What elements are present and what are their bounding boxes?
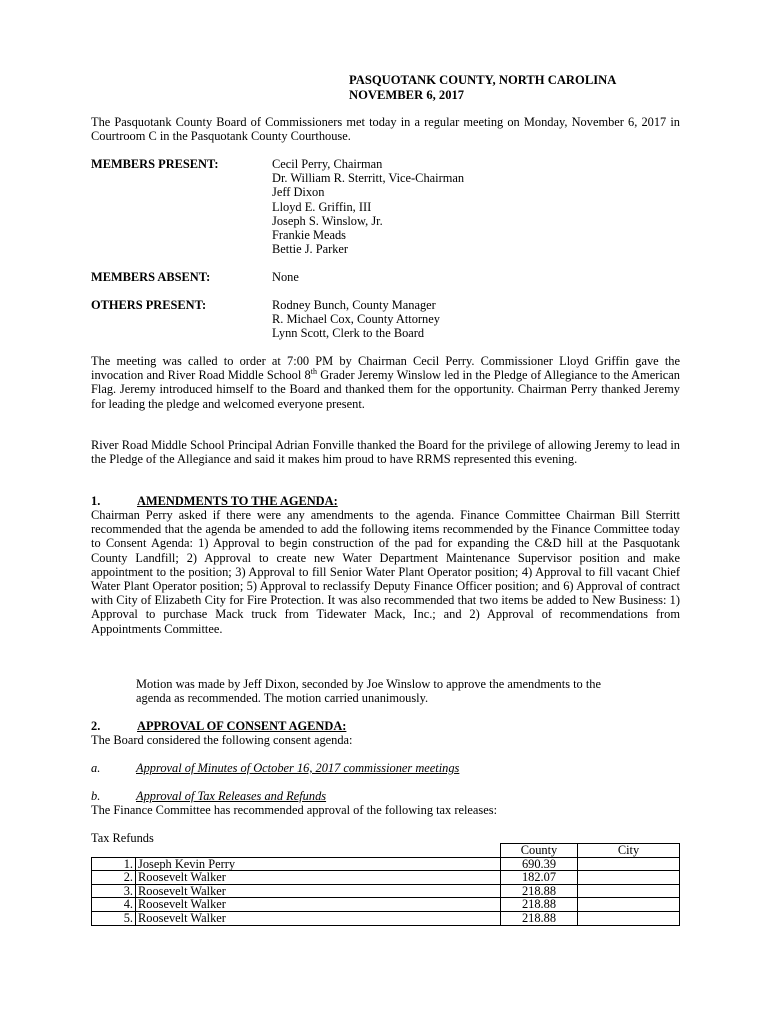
call-to-order-text-1: The meeting was called to order at 7:00 PM by Chairman Cecil Perry. Commissioner Lloyd Griffin gave the invocation and River Road Middle School 8 xyxy=(91,354,680,383)
list-item: Lynn Scott, Clerk to the Board xyxy=(272,326,425,341)
tax-refunds-caption: Tax Refunds xyxy=(91,831,154,845)
row-county-amount: 690.39 xyxy=(501,857,578,871)
header-county: PASQUOTANK COUNTY, NORTH CAROLINA xyxy=(349,73,617,87)
list-item: Joseph S. Winslow, Jr. xyxy=(272,213,383,228)
column-header-city: City xyxy=(578,844,680,858)
row-number: 2. xyxy=(92,871,136,885)
table-header-row xyxy=(92,844,680,858)
tax-refunds-table xyxy=(91,843,680,926)
section-1-body: Chairman Perry asked if there were any amendments to the agenda. Finance Committee Chairman Bill Sterritt recommended that the agenda be amended to add the following items recommended by the Finance Committee today to Consent Agenda: 1) Approval to begin construction of the pad for expanding the C&D hill at the Pasquotank County Landfill; 2) Approval to create new Water Department Maintenance Supervisor position and make appointment to the position; 3) Approval to fill Senior Water Plant Operator position; 4) Approval to fill vacant Chief Water Plant Operator position; 5) Approval to reclassify Deputy Finance Officer position; and 6) Approval of contract with City of Elizabeth City for Fire Protection. It was also recommended that two items be added to New Business: 1) Approval to purchase Mack truck from Tidewater Mack, Inc.; and 2) Approval of recommendations from Appointments Committee. xyxy=(91,508,680,636)
table-row xyxy=(92,871,680,885)
row-county-amount: 182.07 xyxy=(501,871,578,885)
row-county-amount: 218.88 xyxy=(501,898,578,912)
section-1-heading xyxy=(91,494,338,508)
table-row xyxy=(92,884,680,898)
row-city-amount xyxy=(578,911,680,925)
row-name: Roosevelt Walker xyxy=(136,884,501,898)
members-present-list xyxy=(272,157,464,256)
row-city-amount xyxy=(578,857,680,871)
section-number: 1. xyxy=(91,494,101,508)
ordinal-suffix: th xyxy=(310,367,317,377)
item-title: Approval of Tax Releases and Refunds xyxy=(136,789,327,803)
call-to-order-paragraph xyxy=(91,354,680,411)
consent-item-a xyxy=(91,761,459,775)
row-county-amount: 218.88 xyxy=(501,884,578,898)
document-header xyxy=(349,73,616,102)
header-date: NOVEMBER 6, 2017 xyxy=(349,87,465,102)
item-letter: b. xyxy=(91,789,101,803)
list-item: Rodney Bunch, County Manager xyxy=(272,298,436,312)
row-number: 1. xyxy=(92,857,136,871)
table-cell xyxy=(92,844,136,858)
row-city-amount xyxy=(578,898,680,912)
members-absent-label: MEMBERS ABSENT: xyxy=(91,270,211,284)
row-city-amount xyxy=(578,871,680,885)
item-letter: a. xyxy=(91,761,101,775)
item-b-body: The Finance Committee has recommended approval of the following tax releases: xyxy=(91,803,498,817)
list-item: Cecil Perry, Chairman xyxy=(272,157,383,171)
row-name: Roosevelt Walker xyxy=(136,898,501,912)
list-item: Lloyd E. Griffin, III xyxy=(272,199,372,214)
list-item: Jeff Dixon xyxy=(272,185,325,200)
list-item: Bettie J. Parker xyxy=(272,242,349,257)
section-2-body: The Board considered the following consent agenda: xyxy=(91,733,353,747)
others-present-list xyxy=(272,298,440,341)
members-absent-value: None xyxy=(272,270,299,284)
row-county-amount: 218.88 xyxy=(501,911,578,925)
column-header-county: County xyxy=(501,844,578,858)
table-row xyxy=(92,857,680,871)
section-2-heading xyxy=(91,719,346,733)
row-city-amount xyxy=(578,884,680,898)
table-row xyxy=(92,898,680,912)
section-number: 2. xyxy=(91,719,101,733)
row-number: 5. xyxy=(92,911,136,925)
list-item: Frankie Meads xyxy=(272,227,346,242)
row-name: Roosevelt Walker xyxy=(136,871,501,885)
members-present-label: MEMBERS PRESENT: xyxy=(91,157,219,171)
list-item: Dr. William R. Sterritt, Vice-Chairman xyxy=(272,171,465,186)
row-name: Joseph Kevin Perry xyxy=(136,857,501,871)
table-row xyxy=(92,911,680,925)
intro-paragraph: The Pasquotank County Board of Commissioners met today in a regular meeting on Monday, November 6, 2017 in Courtroom C in the Pasquotank County Courthouse. xyxy=(91,115,680,144)
section-title: APPROVAL OF CONSENT AGENDA: xyxy=(137,719,347,733)
item-title: Approval of Minutes of October 16, 2017 commissioner meetings xyxy=(136,761,460,775)
row-name: Roosevelt Walker xyxy=(136,911,501,925)
others-present-label: OTHERS PRESENT: xyxy=(91,298,207,312)
row-number: 4. xyxy=(92,898,136,912)
consent-item-b xyxy=(91,789,326,803)
call-to-order-text-2: Grader Jeremy Winslow led in the Pledge of Allegiance to the American Flag. Jeremy introduced himself to the Board and thanked them for the opportunity. Chairman Perry thanked Jeremy for leading the pledge and welcomed everyone present. xyxy=(91,368,680,411)
list-item: R. Michael Cox, County Attorney xyxy=(272,312,440,327)
principal-paragraph: River Road Middle School Principal Adrian Fonville thanked the Board for the privilege of allowing Jeremy to lead in the Pledge of the Allegiance and said it makes him proud to have RRMS represented this evening. xyxy=(91,438,680,467)
table-cell xyxy=(136,844,501,858)
section-1-motion: Motion was made by Jeff Dixon, seconded by Joe Winslow to approve the amendments to the agenda as recommended. The motion carried unanimously. xyxy=(136,677,601,706)
section-title: AMENDMENTS TO THE AGENDA: xyxy=(137,494,338,508)
row-number: 3. xyxy=(92,884,136,898)
